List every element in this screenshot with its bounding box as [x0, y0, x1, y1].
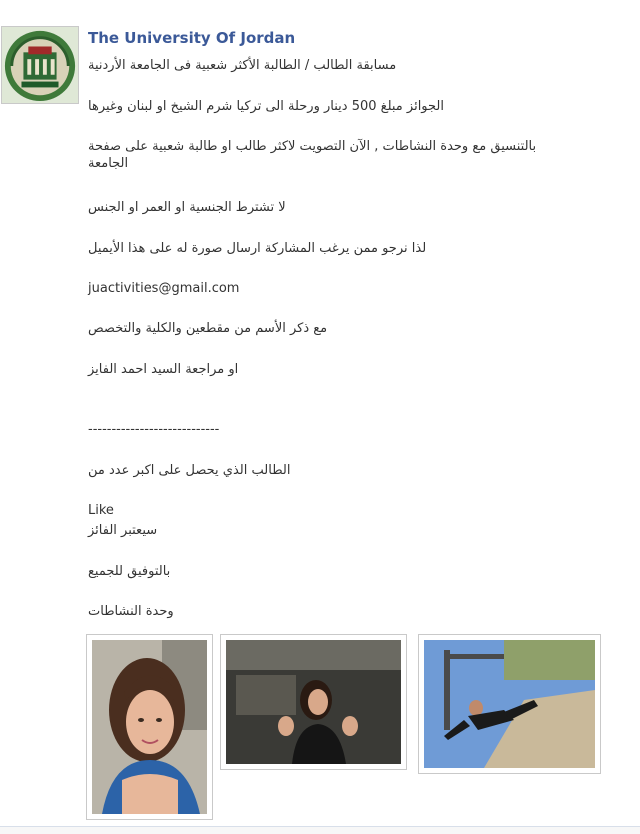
post-line-name-info: مع ذكر الأسم من مقطعين والكلية والتخصص [88, 321, 328, 336]
university-seal-icon [2, 27, 78, 103]
photo-thumbnail-2[interactable] [220, 634, 407, 770]
post-line-like: Like [88, 503, 114, 518]
photo-2-image [226, 640, 401, 764]
university-logo-avatar[interactable] [1, 26, 79, 104]
photo-thumbnail-3[interactable] [418, 634, 601, 774]
post-line-title: مسابقة الطالب / الطالبة الأكثر شعبية فى الجامعة الأردنية [88, 58, 397, 73]
photo-gallery [86, 634, 606, 824]
post-line-contact: او مراجعة السيد احمد الفايز [88, 362, 239, 377]
post-line-signature: وحدة النشاطات [88, 604, 174, 619]
post-line-winner-criteria: الطالب الذي يحصل على اكبر عدد من [88, 463, 291, 478]
post-line-coordination: بالتنسيق مع وحدة النشاطات , الآن التصويت لاكثر طالب او طالبة شعبية على صفحة الجامعة [88, 139, 537, 171]
post-line-request: لذا نرجو ممن يرغب المشاركة ارسال صورة له على هذا الأيميل [88, 241, 427, 256]
photo-thumbnail-1[interactable] [86, 634, 213, 820]
post-line-prizes: الجوائز مبلغ 500 دينار ورحلة الى تركيا شرم الشيخ او لبنان وغيرها [88, 99, 444, 114]
post-line-email: juactivities@gmail.com [88, 281, 240, 296]
post-line-winner: سيعتبر الفائز [88, 523, 158, 538]
photo-1-image [92, 640, 207, 814]
post-line-conditions: لا تشترط الجنسية او العمر او الجنس [88, 200, 286, 215]
post-line-divider: ---------------------------- [88, 422, 220, 437]
post-author-link[interactable]: The University Of Jordan [88, 29, 296, 47]
photo-3-image [424, 640, 595, 768]
post-line-good-luck: بالتوفيق للجميع [88, 564, 171, 579]
